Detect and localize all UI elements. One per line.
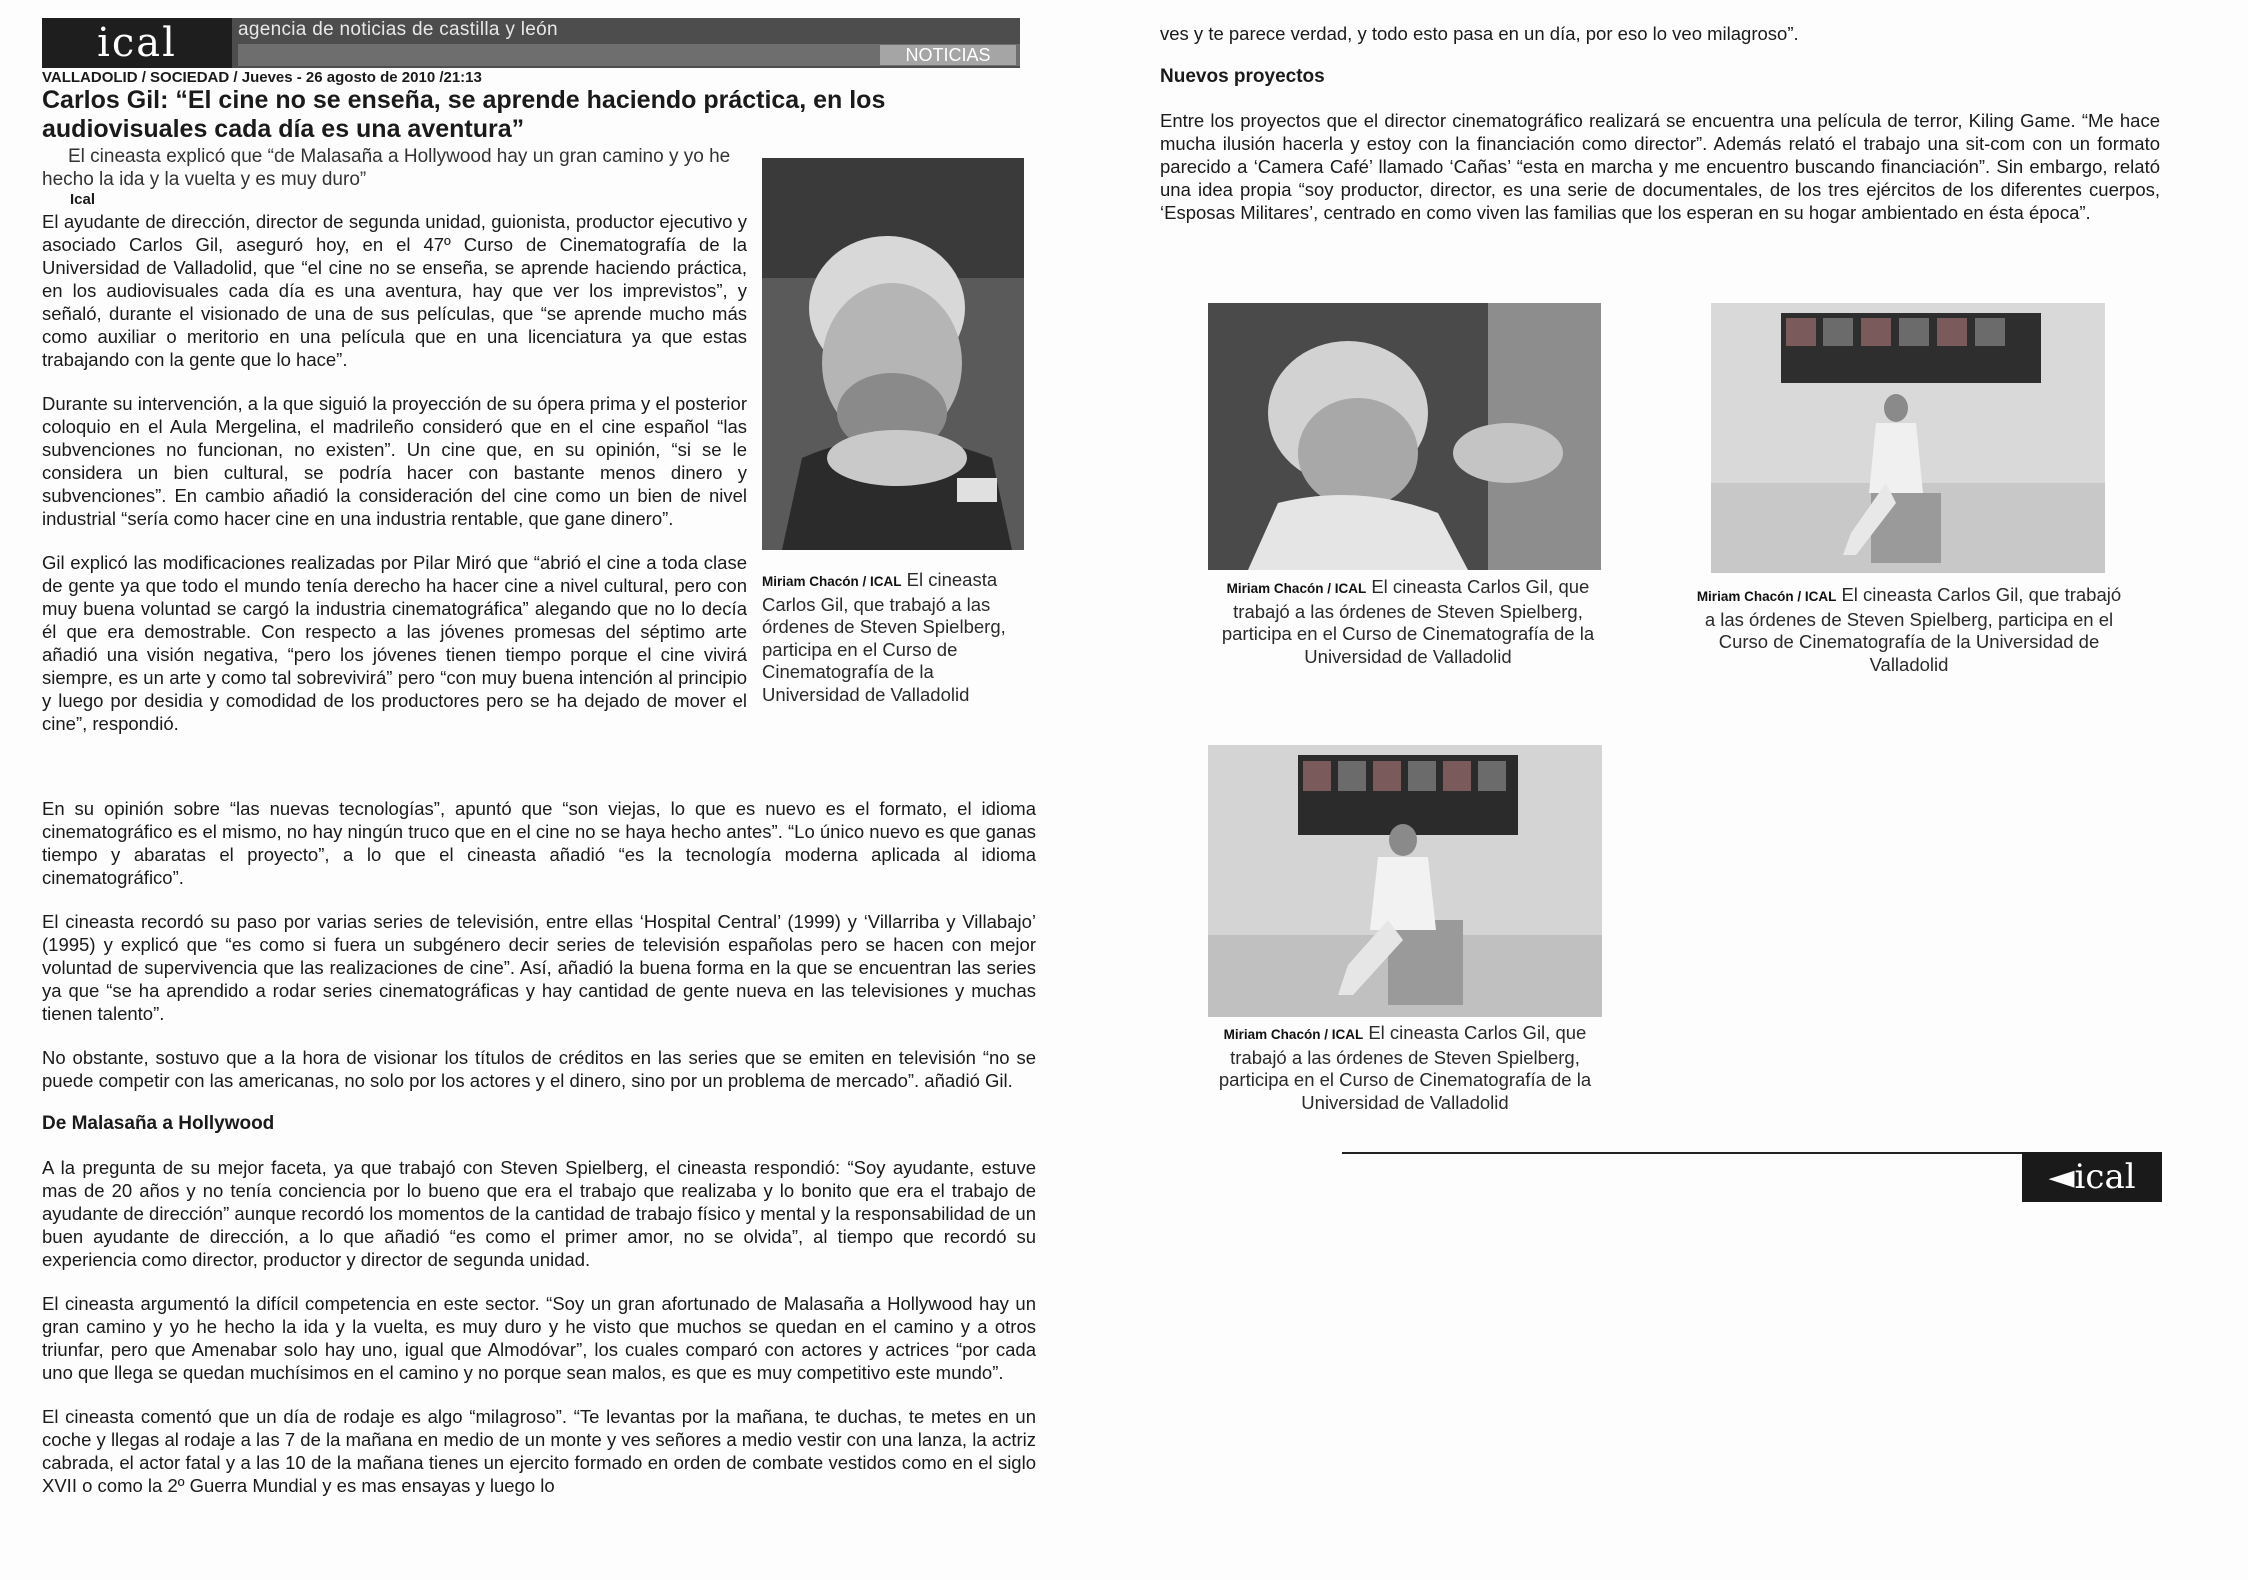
headline: Carlos Gil: “El cine no se enseña, se aprende haciendo práctica, en los audiovisuales cada día es una aventura” xyxy=(42,86,886,143)
paragraph: El cineasta argumentó la difícil competencia en este sector. “Soy un gran afortunado de Malasaña a Hollywood hay un gran camino y yo he hecho la ida y la vuelta, es muy duro y he visto que muchos se quedan en el camino y a otros triunfar, pero que Amenabar solo hay uno, igual que Almodóvar”, los cuales comparó con actores y actrices “por cada uno que llega se quedan muchísimos en el camino y no porque sean malos, es que es muy competitivo este mundo”. xyxy=(42,1293,1036,1383)
photo-credit: Miriam Chacón / ICAL xyxy=(1223,1027,1364,1042)
paragraph: ves y te parece verdad, y todo esto pasa en un día, por eso lo veo milagroso”. xyxy=(1160,23,1799,44)
paragraph: En su opinión sobre “las nuevas tecnologías”, apuntó que “son viejas, lo que es nuevo es el formato, el idioma cinematográfico es el mismo, no hay ningún truco que en el cine no se haya hecho antes”. “Lo único nuevo es que ganas tiempo y abaratas el proyecto”, a lo que el cineasta añadió “es la tecnología moderna aplicada al idioma cinematográfico”. xyxy=(42,798,1036,888)
paragraph: Durante su intervención, a la que siguió la proyección de su ópera prima y el posterior coloquio en el Aula Mergelina, el madrileño consideró que en el cine español “las subvenciones no funcionan, no existen”. Un cine que, en su opinión, “si se le considera un bien cultural, se podría hacer con bastante menos dinero y subvenciones”. En cambio añadió la consideración del cine como un bien de nivel industrial “sería como hacer cine en una industria rentable, que gane dinero”. xyxy=(42,393,747,529)
agency-name: agencia de noticias de castilla y león xyxy=(238,19,558,40)
footer-rule xyxy=(1342,1152,2022,1154)
caption-text: El cineasta Carlos Gil, que trabajó a las órdenes de Steven Spielberg, participa en el Curso de Cinematografía de la Universidad de Valladolid xyxy=(762,569,1006,705)
caption-text: El cineasta Carlos Gil, que trabajó a las órdenes de Steven Spielberg, participa en el Curso de Cinematografía de la Universidad de Valladolid xyxy=(1704,584,2122,675)
photo-caption xyxy=(1195,1022,1615,1114)
photo-credit: Miriam Chacón / ICAL xyxy=(762,574,902,589)
byline: Ical xyxy=(70,191,96,208)
photo-gesture-graphic xyxy=(1208,303,1601,570)
article-right-column xyxy=(1160,22,2160,224)
photo-seated-1-graphic xyxy=(1711,303,2105,573)
photo-caption xyxy=(1198,576,1618,668)
photo-seated-2-graphic xyxy=(1208,745,1602,1017)
photo-gesture xyxy=(1208,303,1601,570)
portrait-photo xyxy=(762,158,1024,550)
paragraph: El cineasta recordó su paso por varias series de televisión, entre ellas ‘Hospital Central’ (1999) y ‘Villarriba y Villabajo’ (1995) y explicó que “es como si fuera un subgénero decir series de televisión españolas pero se hacen con mejor voluntad de supervivencia que las realizaciones de cine”. Así, añadió la buena forma en la que se encuentran las series ya que “se ha aprendido a rodar series cinematográficas y hay cantidad de gente nueva en las televisiones y muchas tienen talento”. xyxy=(42,911,1036,1024)
section-heading: De Malasaña a Hollywood xyxy=(42,1113,275,1134)
caption-text: El cineasta Carlos Gil, que trabajó a las órdenes de Steven Spielberg, participa en el Curso de Cinematografía de la Universidad de Valladolid xyxy=(1218,1022,1592,1113)
article-column-bottom xyxy=(42,797,1036,1497)
photo-caption xyxy=(1695,584,2123,676)
portrait-photo-graphic xyxy=(762,158,1024,550)
subheadline: El cineasta explicó que “de Malasaña a Hollywood hay un gran camino y yo he hecho la ida y la vuelta y es muy duro” xyxy=(42,146,731,190)
photo-caption xyxy=(762,569,1012,706)
photo-seated-2 xyxy=(1208,745,1602,1017)
photo-credit: Miriam Chacón / ICAL xyxy=(1226,581,1367,596)
paragraph: Entre los proyectos que el director cinematográfico realizará se encuentra una película de terror, Kiling Game. “Me hace mucha ilusión hacerla y estoy con la financiación como director”. Además relató el trabajo una sit-com con un formato parecido a ‘Camera Café’ llamado ‘Cañas’ “esta en marcha y me encuentro buscando financiación”. Sin embargo, relató una idea propia “soy productor, director, es una serie de documentales, de los tres ejércitos de los diferentes cuerpos, ‘Esposas Militares’, centrado en como viven las familias que los esperan en su hogar ambientado en ésta época”. xyxy=(1160,110,2160,223)
paragraph: El cineasta comentó que un día de rodaje es algo “milagroso”. “Te levantas por la mañana, te duchas, te metes en un coche y llegas al rodaje a las 7 de la mañana en medio de un monte y ves señores a medio vestir con una lanza, la actriz cabrada, el actor fatal y a las 10 de la mañana tienes un ejercito formado en orden de combate vestidos como en el siglo XVII o como la 2º Guerra Mundial y es mas ensayas y luego lo xyxy=(42,1406,1036,1496)
caption-text: El cineasta Carlos Gil, que trabajó a las órdenes de Steven Spielberg, participa en el Curso de Cinematografía de la Universidad de Valladolid xyxy=(1221,576,1595,667)
section-label: NOTICIAS xyxy=(880,45,1016,65)
article-column-top xyxy=(42,210,747,735)
photo-seated-1 xyxy=(1711,303,2105,573)
dateline: VALLADOLID / SOCIEDAD / Jueves - 26 agosto de 2010 /21:13 xyxy=(42,69,482,86)
footer-ical-logo: ◄ical xyxy=(2022,1152,2162,1202)
section-heading: Nuevos proyectos xyxy=(1160,66,1325,87)
paragraph: El ayudante de dirección, director de segunda unidad, guionista, productor ejecutivo y asociado Carlos Gil, aseguró hoy, en el 47º Curso de Cinematografía de la Universidad de Valladolid, que “el cine no se enseña, se aprende haciendo práctica, en los audiovisuales cada día es una aventura, hay que ver los imprevistos”, y señaló, durante el visionado de una de sus películas, que “se aprende mucho más como auxiliar o meritorio en una película que en una licenciatura ya que estas trabajando con la gente que lo hace”. xyxy=(42,211,747,370)
ical-logo: ical xyxy=(42,18,232,68)
paragraph: A la pregunta de su mejor faceta, ya que trabajó con Steven Spielberg, el cineasta respondió: “Soy ayudante, estuve mas de 20 años y no tenía conciencia por lo bueno que era el trabajo que realizaba y lo bonito que era el trabajo de ayudante de dirección” aunque recordó los momentos de la cantidad de trabajo físico y mental y la responsabilidad de un buen ayudante de dirección, a lo que añadió “es como el primer amor, no se olvida”, al tiempo que recordó su experiencia como director, productor y director de segunda unidad. xyxy=(42,1157,1036,1270)
photo-credit: Miriam Chacón / ICAL xyxy=(1696,589,1837,604)
paragraph: Gil explicó las modificaciones realizadas por Pilar Miró que “abrió el cine a toda clase de gente ya que todo el mundo tenía derecho ha hacer cine a nivel cultural, pero con muy buena voluntad se cargó la industria cinematográfica” alegando que no lo decía él que era demostrable. Con respecto a las jóvenes promesas del séptimo arte añadió una visión negativa, “pero los jóvenes tienen tiempo porque el cine vivirá siempre, es un arte y como tal sobrevivirá” pero “con muy buena intención al principio y luego por desidia y comodidad de los productores pero se ha dejado de mover el cine”, respondió. xyxy=(42,552,747,734)
paragraph: No obstante, sostuvo que a la hora de visionar los títulos de créditos en las series que se emiten en televisión “no se puede competir con las americanas, no solo por los actores y el dinero, sino por un problema de mercado”. añadió Gil. xyxy=(42,1047,1036,1091)
